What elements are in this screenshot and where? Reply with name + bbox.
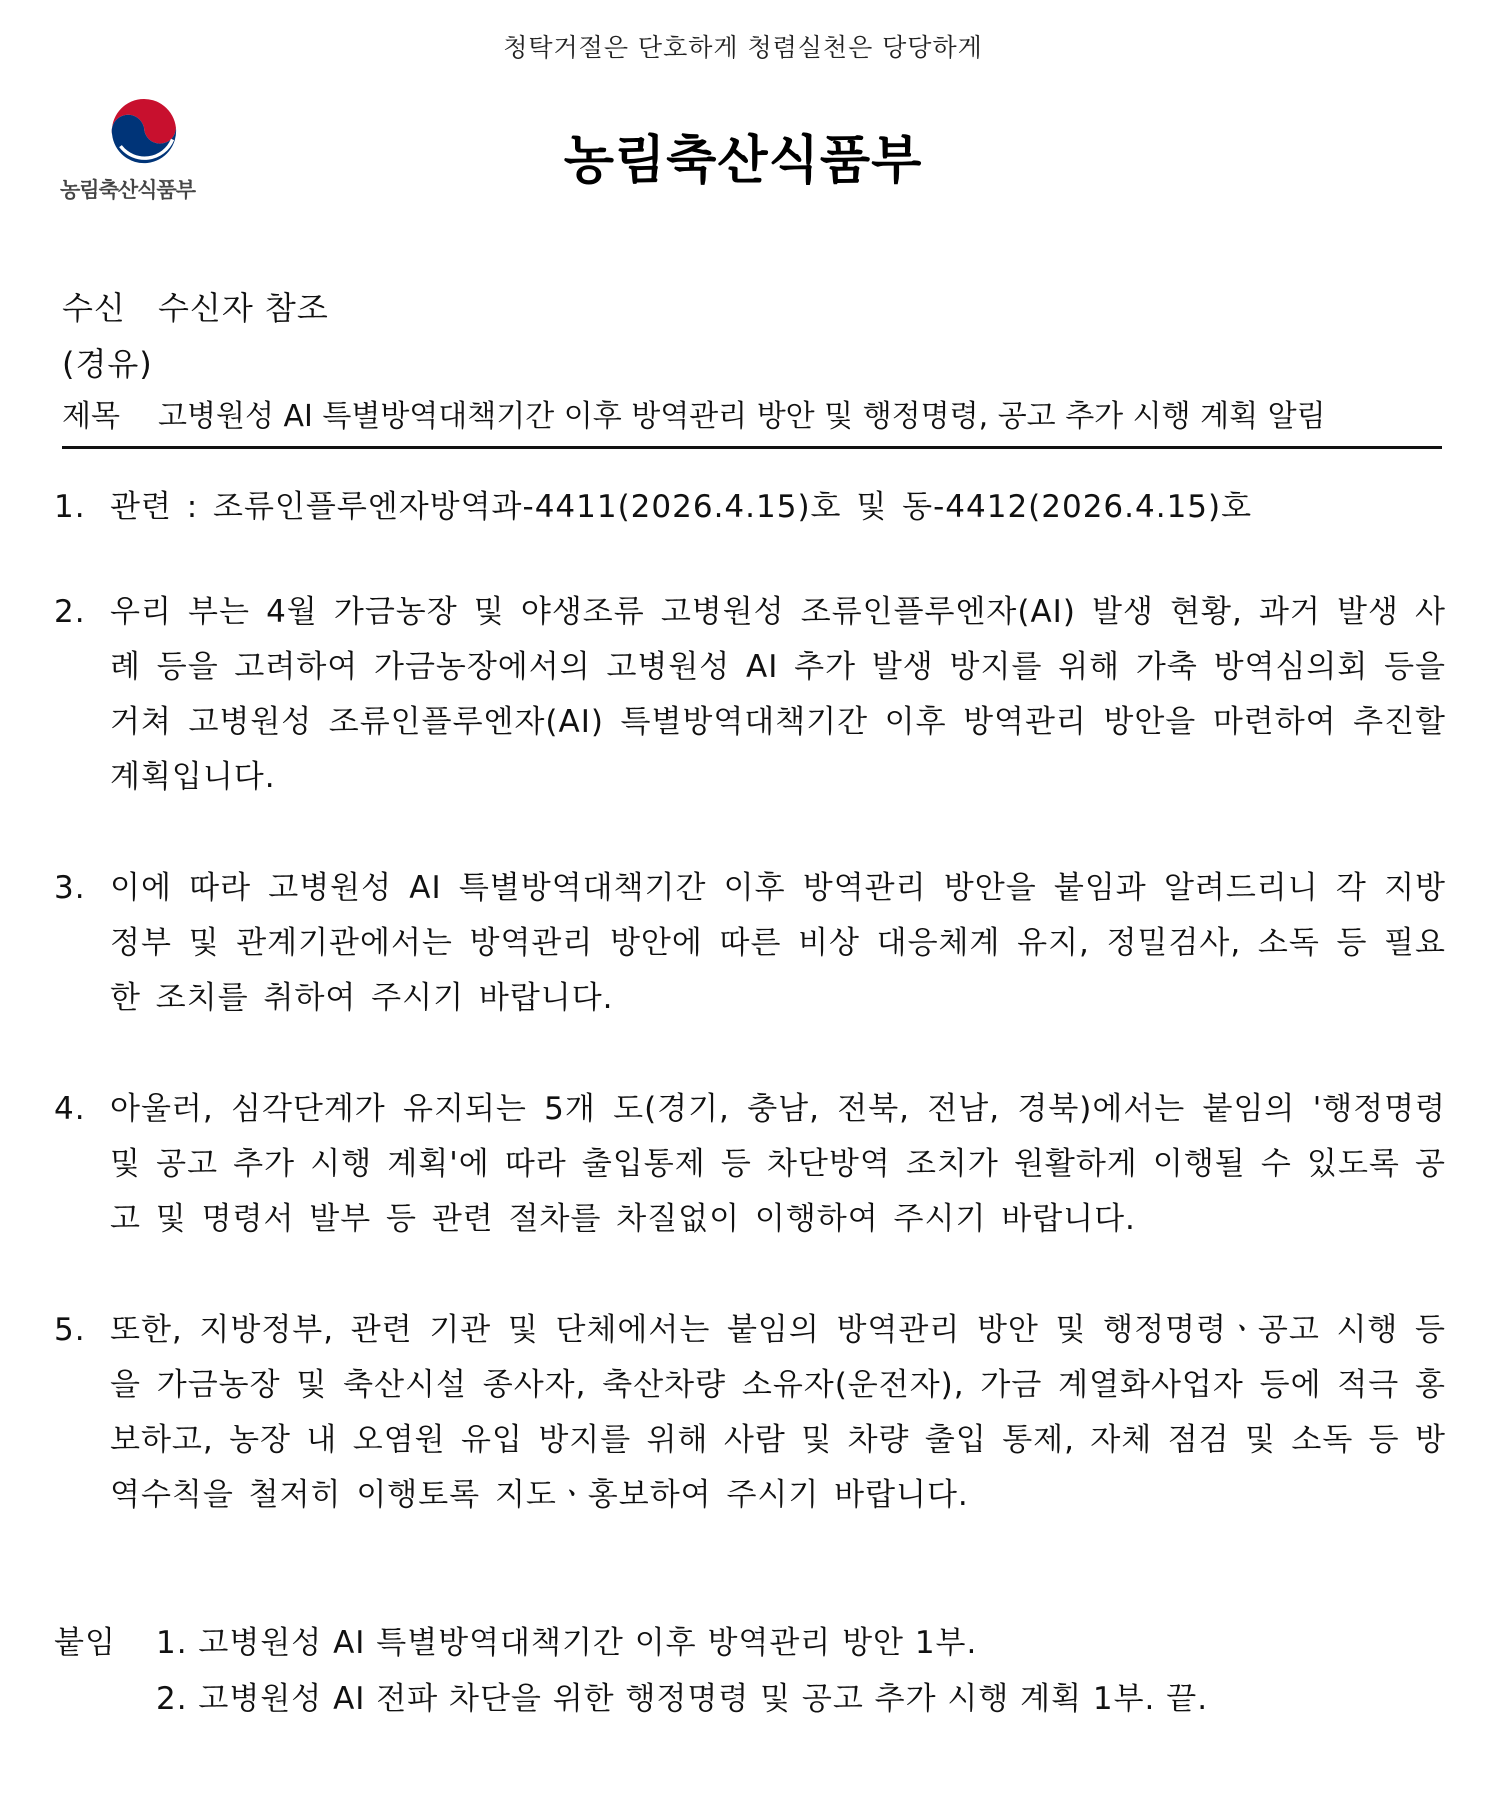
paragraph-number: 1. (54, 489, 86, 525)
paragraph-3 (54, 861, 1446, 1026)
subject-row (62, 392, 1442, 449)
paragraph-1 (54, 480, 1446, 535)
paragraph-text: 관련 : 조류인플루엔자방역과-4411(2026.4.15)호 및 동-4412(2026.4.15)호 (110, 489, 1253, 525)
document-body (54, 480, 1446, 1727)
subject-label: 제목 (62, 399, 120, 434)
paragraph-4 (54, 1082, 1446, 1247)
paragraph-2 (54, 585, 1446, 805)
paragraph-number: 5. (54, 1312, 86, 1348)
paragraph-text: 우리 부는 4월 가금농장 및 야생조류 고병원성 조류인플루엔자(AI) 발생 현황, 과거 발생 사례 등을 고려하여 가금농장에서의 고병원성 AI 추가 발생 방지를 위해 가축 방역심의회 등을 거쳐 고병원성 조류인플루엔자(AI) 특별방역대책기간 이후 방역관리 방안을 마련하여 추진할 계획입니다. (110, 594, 1446, 795)
slogan: 청탁거절은 단호하게 청렴실천은 당당하게 (503, 33, 983, 62)
recipient-value: 수신자 참조 (158, 289, 329, 327)
attachment-item: 2. 고병원성 AI 전파 차단을 위한 행정명령 및 공고 추가 시행 계획 1부. 끝. (156, 1681, 1209, 1717)
paragraph-number: 2. (54, 594, 86, 630)
paragraph-text: 아울러, 심각단계가 유지되는 5개 도(경기, 충남, 전북, 전남, 경북)에서는 붙임의 '행정명령 및 공고 추가 시행 계획'에 따라 출입통제 등 차단방역 조치가 원활하게 이행될 수 있도록 공고 및 명령서 발부 등 관련 절차를 차질없이 이행하여 주시기 바랍니다. (110, 1091, 1446, 1237)
document-header (62, 280, 1442, 449)
recipient-label: 수신 (62, 289, 126, 327)
recipient-row (62, 280, 1442, 336)
org-title: 농림축산식품부 (563, 131, 923, 191)
subject-value: 고병원성 AI 특별방역대책기간 이후 방역관리 방안 및 행정명령, 공고 추가 시행 계획 알림 (158, 399, 1326, 434)
paragraph-5 (54, 1303, 1446, 1523)
paragraph-text: 이에 따라 고병원성 AI 특별방역대책기간 이후 방역관리 방안을 붙임과 알려드리니 각 지방정부 및 관계기관에서는 방역관리 방안에 따른 비상 대응체계 유지, 정밀검사, 소독 등 필요한 조치를 취하여 주시기 바랍니다. (110, 870, 1446, 1016)
paragraph-number: 4. (54, 1091, 86, 1127)
via-label: (경유) (62, 345, 153, 383)
paragraph-number: 3. (54, 870, 86, 906)
attachments (54, 1615, 1446, 1727)
attachment-label: 붙임 (54, 1625, 116, 1661)
via-row (62, 336, 1442, 392)
attachment-item: 1. 고병원성 AI 특별방역대책기간 이후 방역관리 방안 1부. (156, 1625, 978, 1661)
logo-text: 농림축산식품부 (60, 178, 196, 202)
paragraph-text: 또한, 지방정부, 관련 기관 및 단체에서는 붙임의 방역관리 방안 및 행정명령ㆍ공고 시행 등을 가금농장 및 축산시설 종사자, 축산차량 소유자(운전자), 가금 계열화사업자 등에 적극 홍보하고, 농장 내 오염원 유입 방지를 위해 사람 및 차량 출입 통제, 자체 점검 및 소독 등 방역수칙을 철저히 이행토록 지도ㆍ홍보하여 주시기 바랍니다. (110, 1312, 1446, 1513)
